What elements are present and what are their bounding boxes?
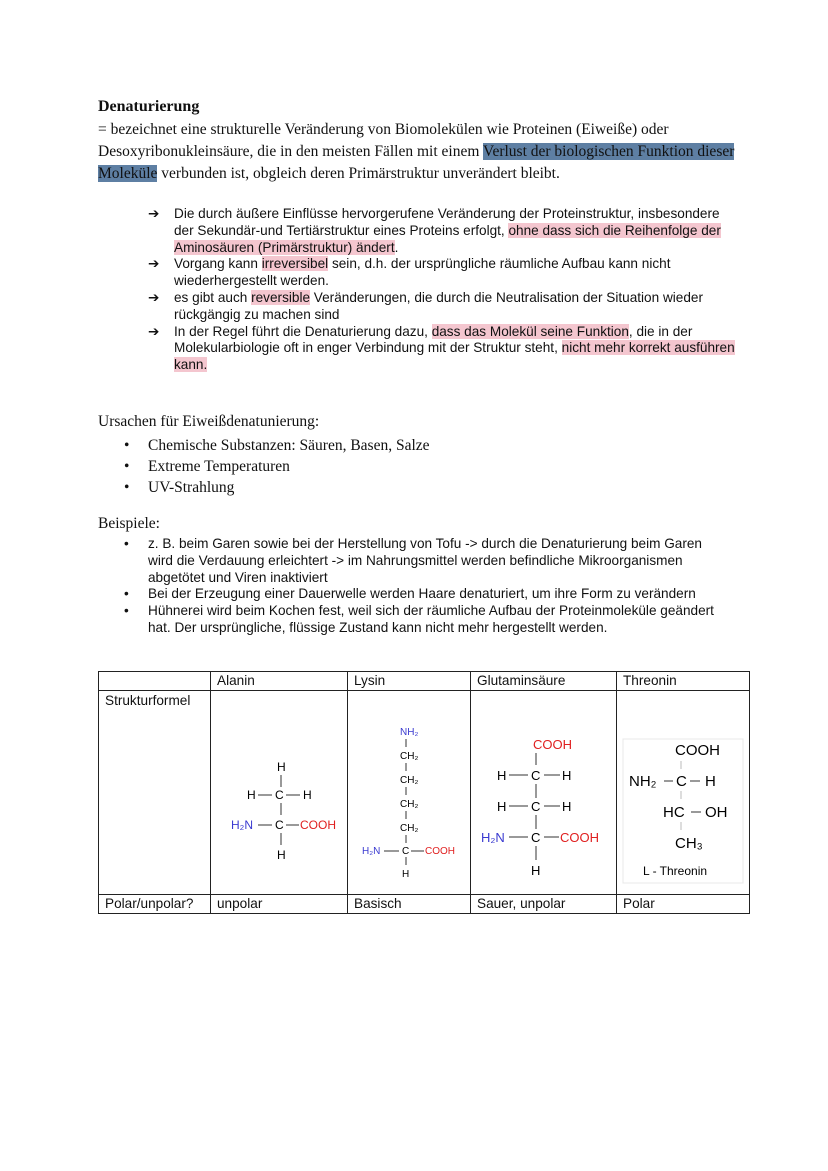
list-item: • Bei der Erzeugung einer Dauerwelle werden Haare denaturiert, um ihre Form zu verändern xyxy=(124,586,724,603)
list-item: • Extreme Temperaturen xyxy=(124,456,430,477)
formula-atom-label: C xyxy=(402,846,410,857)
threonin-formula-cell xyxy=(617,691,750,895)
lysin-structure xyxy=(348,691,470,891)
formula-atom-label: H₂N xyxy=(362,846,381,857)
formula-atom-label: H₂N xyxy=(231,818,253,832)
arrow-point: ➔ es gibt auch reversible Veränderungen, die durch die Neutralisation der Situation wieder rückgängig zu machen sind xyxy=(148,289,703,322)
arrow-icon: ➔ xyxy=(148,323,160,339)
formula-atom-label: C xyxy=(531,830,541,845)
causes-list xyxy=(124,435,430,498)
list-item: • Chemische Substanzen: Säuren, Basen, Salze xyxy=(124,435,430,456)
formula-atom-label: H xyxy=(402,869,410,880)
examples-list xyxy=(124,536,724,637)
glutaminsaeure-structure xyxy=(471,691,616,891)
formula-atom-label: COOH xyxy=(560,830,599,845)
formula-atom-label: C xyxy=(531,768,541,783)
glutaminsaeure-formula-cell xyxy=(471,691,617,895)
table-header-cell: Glutaminsäure xyxy=(471,672,617,691)
formula-atom-label: H xyxy=(531,863,541,878)
formula-atom-label: H xyxy=(562,799,572,814)
formula-atom-label: H xyxy=(303,788,312,802)
formula-atom-label: NH₂ xyxy=(400,727,419,738)
formula-atom-label: H xyxy=(247,788,256,802)
table-header-cell: Lysin xyxy=(348,672,471,691)
table-cell: Basisch xyxy=(348,895,471,914)
page-title: Denaturierung xyxy=(98,98,200,115)
formula-atom-label: H xyxy=(562,768,572,783)
table-header-cell: Threonin xyxy=(617,672,750,691)
formula-atom-label: C xyxy=(275,818,284,832)
arrow-icon: ➔ xyxy=(148,206,160,221)
table-row xyxy=(99,895,750,914)
list-item: • Hühnerei wird beim Kochen fest, weil sich der räumliche Aufbau der Proteinmoleküle geändert hat. Der ursprüngliche, flüssige Zustand kann nicht mehr hergestellt werden. xyxy=(124,603,724,637)
threonin-caption: L - Threonin xyxy=(643,864,708,878)
formula-atom-label: H₂N xyxy=(481,830,505,845)
table-cell: Sauer, unpolar xyxy=(471,895,617,914)
amino-acid-table xyxy=(98,671,750,914)
formula-atom-label: H xyxy=(705,773,716,790)
table-header-row xyxy=(99,672,750,691)
list-item: • z. B. beim Garen sowie bei der Herstellung von Tofu -> durch die Denaturierung beim Garen wird die Verdauung erleichtert -> im Nahrungsmittel werden befindliche Mikroorganismen abgetötet und Viren inaktiviert xyxy=(124,536,724,586)
formula-atom-label: CH₂ xyxy=(400,751,419,762)
formula-atom-label: H xyxy=(497,799,507,814)
formula-atom-label: H xyxy=(277,848,286,862)
arrow-point: ➔ In der Regel führt die Denaturierung dazu, dass das Molekül seine Funktion, die in der Molekularbiologie oft in enger Verbindung mit der Struktur steht, nicht mehr korrekt ausführen kann. xyxy=(148,323,735,373)
formula-atom-label: H xyxy=(277,760,286,774)
formula-atom-label: COOH xyxy=(300,818,336,832)
table-row xyxy=(99,691,750,895)
formula-atom-label: C xyxy=(275,788,284,802)
arrow-icon: ➔ xyxy=(148,289,160,305)
formula-atom-label: HC xyxy=(663,804,685,821)
formula-atom-label: COOH xyxy=(533,737,572,752)
formula-atom-label: COOH xyxy=(675,742,720,759)
definition-highlight: Verlust der biologischen Funktion dieser Moleküle xyxy=(98,143,735,182)
definition-text-2: verbunden ist, obgleich deren Primärstruktur unverändert bleibt. xyxy=(157,165,560,182)
formula-atom-label: CH₂ xyxy=(400,775,419,786)
formula-atom-label: C xyxy=(531,799,541,814)
alanin-structure xyxy=(211,691,347,891)
formula-atom-label: CH₂ xyxy=(400,823,419,834)
formula-atom-label: OH xyxy=(705,804,728,821)
row-label: Strukturformel xyxy=(99,691,211,895)
table-cell: unpolar xyxy=(211,895,348,914)
formula-atom-label: H xyxy=(497,768,507,783)
formula-atom-label: COOH xyxy=(425,846,455,857)
arrow-point: ➔ Die durch äußere Einflüsse hervorgerufene Veränderung der Proteinstruktur, insbesondere der Sekundär-und Tertiärstruktur eines Proteins erfolgt, ohne dass sich die Reihenfolge der Aminosäuren (Primärstruktur) ändert. xyxy=(148,206,721,255)
table-header-cell xyxy=(99,672,211,691)
arrow-point-list xyxy=(148,206,738,374)
definition-text-1: = bezeichnet eine strukturelle Veränderung von Biomolekülen wie Proteinen (Eiweiße) oder Desoxyribonukleinsäure, die in den meisten Fällen mit einem xyxy=(98,121,669,160)
arrow-point: ➔ Vorgang kann irreversibel sein, d.h. der ursprüngliche räumliche Aufbau kann nicht wiederhergestellt werden. xyxy=(148,256,671,289)
row-label: Polar/unpolar? xyxy=(99,895,211,914)
causes-heading: Ursachen für Eiweißdenatunierung: xyxy=(98,413,320,430)
threonin-structure xyxy=(617,691,749,891)
lysin-formula-cell xyxy=(348,691,471,895)
formula-atom-label: NH₂ xyxy=(629,773,657,790)
examples-heading: Beispiele: xyxy=(98,515,160,532)
formula-atom-label: CH₃ xyxy=(675,835,703,852)
definition-paragraph xyxy=(98,119,738,185)
formula-atom-label: CH₂ xyxy=(400,799,419,810)
table-header-cell: Alanin xyxy=(211,672,348,691)
arrow-icon: ➔ xyxy=(148,256,160,272)
table-cell: Polar xyxy=(617,895,750,914)
alanin-formula-cell xyxy=(211,691,348,895)
formula-atom-label: C xyxy=(676,773,687,790)
list-item: • UV-Strahlung xyxy=(124,477,430,498)
